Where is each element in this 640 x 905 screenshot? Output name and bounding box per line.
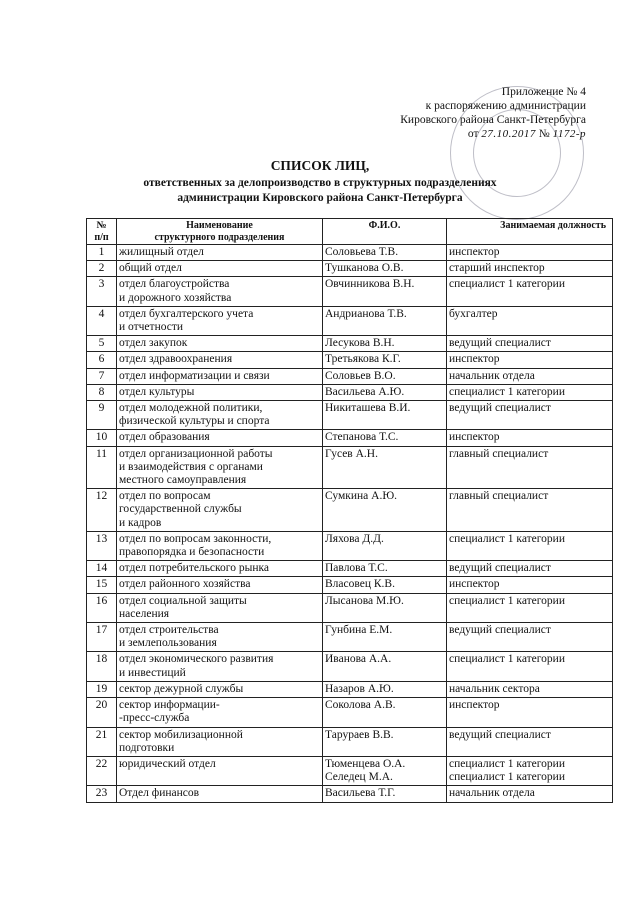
position-line: специалист 1 категории xyxy=(449,532,565,545)
position-line: старший инспектор xyxy=(449,262,545,275)
position-line: специалист 1 категории xyxy=(449,771,565,784)
department-line: местного самоуправления xyxy=(119,474,247,487)
full-name-line: Ляхова Д.Д. xyxy=(325,532,384,545)
row-number: 2 xyxy=(87,261,117,277)
department-line: Отдел финансов xyxy=(119,787,200,800)
position-line: начальник отдела xyxy=(449,369,535,382)
header-full-name: Ф.И.О. xyxy=(323,219,447,245)
position-cell xyxy=(447,245,613,261)
full-name-cell xyxy=(323,698,447,727)
table-row xyxy=(87,368,613,384)
position-cell xyxy=(447,531,613,560)
department-line: юридический отдел xyxy=(119,757,216,770)
full-name-cell xyxy=(323,368,447,384)
full-name-line: Соловьева Т.В. xyxy=(325,246,399,258)
full-name-cell xyxy=(323,306,447,335)
department-line: физической культуры и спорта xyxy=(119,415,270,428)
position-line: ведущий специалист xyxy=(449,728,551,741)
full-name-cell xyxy=(323,489,447,532)
department-line: государственной службы xyxy=(119,503,242,516)
department-cell xyxy=(117,652,323,681)
full-name-cell xyxy=(323,336,447,352)
row-number: 18 xyxy=(87,652,117,681)
row-number: 13 xyxy=(87,531,117,560)
position-line: ведущий специалист xyxy=(449,402,551,415)
department-cell xyxy=(117,446,323,489)
full-name-cell xyxy=(323,430,447,446)
position-line: начальник сектора xyxy=(449,682,540,695)
row-number: 15 xyxy=(87,577,117,593)
department-cell xyxy=(117,368,323,384)
department-line: правопорядка и безопасности xyxy=(119,546,265,559)
full-name-line: Селедец М.А. xyxy=(325,771,393,784)
department-line: сектор информации- xyxy=(119,699,220,712)
table-row xyxy=(87,489,613,532)
table-body xyxy=(87,245,613,803)
position-cell xyxy=(447,698,613,727)
department-line: жилищный отдел xyxy=(119,246,204,258)
position-cell xyxy=(447,786,613,802)
department-cell xyxy=(117,245,323,261)
department-cell xyxy=(117,756,323,785)
table-row xyxy=(87,384,613,400)
department-line: отдел строительства xyxy=(119,624,219,637)
row-number: 20 xyxy=(87,698,117,727)
department-line: отдел молодежной политики, xyxy=(119,402,263,415)
full-name-line: Никиташева В.И. xyxy=(325,402,411,415)
department-cell xyxy=(117,681,323,697)
full-name-cell xyxy=(323,727,447,756)
position-cell xyxy=(447,446,613,489)
position-line: главный специалист xyxy=(449,490,549,503)
department-cell xyxy=(117,561,323,577)
table-row xyxy=(87,245,613,261)
department-line: и инвестиций xyxy=(119,666,186,679)
full-name-line: Тушканова О.В. xyxy=(325,262,404,275)
full-name-cell xyxy=(323,531,447,560)
table-row xyxy=(87,577,613,593)
department-cell xyxy=(117,430,323,446)
row-number: 21 xyxy=(87,727,117,756)
full-name-cell xyxy=(323,577,447,593)
department-cell xyxy=(117,623,323,652)
table-row xyxy=(87,623,613,652)
header-department xyxy=(117,219,323,245)
full-name-line: Соколова А.В. xyxy=(325,699,396,712)
department-line: -пресс-служба xyxy=(119,712,190,725)
table-row xyxy=(87,593,613,622)
full-name-line: Степанова Т.С. xyxy=(325,431,399,444)
department-cell xyxy=(117,577,323,593)
header-department-line-1: Наименование xyxy=(186,220,253,231)
department-line: отдел экономического развития xyxy=(119,653,274,666)
position-cell xyxy=(447,384,613,400)
document-subtitle-2: администрации Кировского района Санкт-Петербурга xyxy=(177,192,463,204)
department-line: отдел благоустройства xyxy=(119,278,230,291)
full-name-cell xyxy=(323,446,447,489)
position-line: начальник отдела xyxy=(449,787,535,800)
full-name-line: Тюменцева О.А. xyxy=(325,757,406,770)
position-cell xyxy=(447,430,613,446)
table-row xyxy=(87,306,613,335)
full-name-line: Третьякова К.Г. xyxy=(325,353,401,366)
department-line: сектор дежурной службы xyxy=(119,682,244,695)
department-line: населения xyxy=(119,607,170,620)
department-cell xyxy=(117,384,323,400)
position-cell xyxy=(447,277,613,306)
table-row xyxy=(87,446,613,489)
position-cell xyxy=(447,593,613,622)
table-row xyxy=(87,352,613,368)
number-sign: № xyxy=(538,128,550,140)
department-line: сектор мобилизационной xyxy=(119,728,243,741)
row-number: 1 xyxy=(87,245,117,261)
full-name-cell xyxy=(323,245,447,261)
table-row xyxy=(87,277,613,306)
department-line: отдел по вопросам xyxy=(119,490,211,503)
full-name-line: Назаров А.Ю. xyxy=(325,682,394,695)
department-cell xyxy=(117,593,323,622)
row-number: 9 xyxy=(87,401,117,430)
department-line: общий отдел xyxy=(119,262,182,275)
department-line: отдел культуры xyxy=(119,385,195,398)
table-row xyxy=(87,401,613,430)
position-line: специалист 1 категории xyxy=(449,653,565,666)
appendix-header xyxy=(330,85,586,141)
position-line: ведущий специалист xyxy=(449,624,551,637)
full-name-cell xyxy=(323,561,447,577)
position-cell xyxy=(447,727,613,756)
full-name-cell xyxy=(323,277,447,306)
full-name-line: Гусев А.Н. xyxy=(325,447,378,460)
full-name-line: Васильева А.Ю. xyxy=(325,385,405,398)
date-prefix: от xyxy=(467,128,479,140)
department-cell xyxy=(117,336,323,352)
department-line: подготовки xyxy=(119,741,175,754)
appendix-line-1: Приложение № 4 xyxy=(501,86,586,98)
full-name-line: Васильева Т.Г. xyxy=(325,787,396,800)
position-cell xyxy=(447,681,613,697)
handwritten-date: 27.10.2017 xyxy=(481,128,536,140)
table-row xyxy=(87,786,613,802)
row-number: 16 xyxy=(87,593,117,622)
full-name-cell xyxy=(323,756,447,785)
row-number: 3 xyxy=(87,277,117,306)
appendix-line-4 xyxy=(330,127,586,141)
responsible-persons-table xyxy=(86,218,613,803)
department-line: отдел по вопросам законности, xyxy=(119,532,272,545)
full-name-line: Овчинникова В.Н. xyxy=(325,278,415,291)
department-cell xyxy=(117,698,323,727)
table-row xyxy=(87,756,613,785)
department-line: отдел закупок xyxy=(119,337,188,350)
position-line: специалист 1 категории xyxy=(449,594,565,607)
appendix-line-3: Кировского района Санкт-Петербурга xyxy=(400,114,586,126)
header-department-line-2: структурного подразделения xyxy=(154,231,285,243)
full-name-cell xyxy=(323,384,447,400)
full-name-cell xyxy=(323,593,447,622)
row-number: 8 xyxy=(87,384,117,400)
row-number: 14 xyxy=(87,561,117,577)
table-row xyxy=(87,336,613,352)
row-number: 23 xyxy=(87,786,117,802)
row-number: 19 xyxy=(87,681,117,697)
document-subtitle-1: ответственных за делопроизводство в структурных подразделениях xyxy=(143,177,497,189)
full-name-line: Гунбина Е.М. xyxy=(325,624,393,637)
position-cell xyxy=(447,352,613,368)
table-row xyxy=(87,698,613,727)
position-line: бухгалтер xyxy=(449,307,498,320)
table-row xyxy=(87,531,613,560)
full-name-cell xyxy=(323,786,447,802)
department-line: и кадров xyxy=(119,516,162,529)
position-line: инспектор xyxy=(449,578,500,591)
table-header-row xyxy=(87,219,613,245)
department-line: отдел районного хозяйства xyxy=(119,578,251,591)
position-cell xyxy=(447,306,613,335)
full-name-cell xyxy=(323,681,447,697)
position-line: ведущий специалист xyxy=(449,562,551,575)
position-line: специалист 1 категории xyxy=(449,385,565,398)
department-cell xyxy=(117,786,323,802)
department-line: отдел организационной работы xyxy=(119,447,273,460)
full-name-line: Власовец К.В. xyxy=(325,578,395,591)
header-position: Занимаемая должность xyxy=(447,219,613,245)
department-line: и отчетности xyxy=(119,321,184,334)
department-line: и землепользования xyxy=(119,637,217,650)
position-cell xyxy=(447,756,613,785)
full-name-cell xyxy=(323,401,447,430)
position-line: инспектор xyxy=(449,431,500,444)
department-line: отдел потребительского рынка xyxy=(119,562,269,575)
department-cell xyxy=(117,401,323,430)
position-line: инспектор xyxy=(449,353,500,366)
position-cell xyxy=(447,623,613,652)
table-row xyxy=(87,561,613,577)
position-cell xyxy=(447,652,613,681)
department-cell xyxy=(117,306,323,335)
department-cell xyxy=(117,489,323,532)
header-number-line-1: № xyxy=(96,220,107,231)
full-name-line: Иванова А.А. xyxy=(325,653,392,666)
position-cell xyxy=(447,561,613,577)
position-line: главный специалист xyxy=(449,447,549,460)
table-row xyxy=(87,261,613,277)
position-line: специалист 1 категории xyxy=(449,757,565,770)
position-line: инспектор xyxy=(449,699,500,712)
department-cell xyxy=(117,727,323,756)
row-number: 22 xyxy=(87,756,117,785)
full-name-cell xyxy=(323,652,447,681)
document-title: СПИСОК ЛИЦ, xyxy=(270,158,370,173)
department-line: отдел информатизации и связи xyxy=(119,369,270,382)
full-name-line: Сумкина А.Ю. xyxy=(325,490,398,503)
full-name-line: Лысанова М.Ю. xyxy=(325,594,404,607)
full-name-cell xyxy=(323,623,447,652)
position-cell xyxy=(447,401,613,430)
position-cell xyxy=(447,261,613,277)
department-line: отдел бухгалтерского учета xyxy=(119,307,254,320)
full-name-line: Соловьев В.О. xyxy=(325,369,396,382)
department-cell xyxy=(117,277,323,306)
table-row xyxy=(87,652,613,681)
department-cell xyxy=(117,261,323,277)
row-number: 7 xyxy=(87,368,117,384)
position-line: ведущий специалист xyxy=(449,337,551,350)
department-line: отдел образования xyxy=(119,431,210,444)
position-cell xyxy=(447,489,613,532)
table-row xyxy=(87,681,613,697)
row-number: 11 xyxy=(87,446,117,489)
table-row xyxy=(87,727,613,756)
full-name-line: Лесукова В.Н. xyxy=(325,337,395,350)
row-number: 10 xyxy=(87,430,117,446)
row-number: 17 xyxy=(87,623,117,652)
handwritten-number: 1172-р xyxy=(552,128,586,140)
position-cell xyxy=(447,336,613,352)
full-name-line: Тарураев В.В. xyxy=(325,728,394,741)
header-number-line-2: п/п xyxy=(94,231,109,243)
row-number: 12 xyxy=(87,489,117,532)
row-number: 6 xyxy=(87,352,117,368)
full-name-cell xyxy=(323,261,447,277)
position-cell xyxy=(447,368,613,384)
appendix-line-2: к распоряжению администрации xyxy=(425,100,586,112)
table-row xyxy=(87,430,613,446)
row-number: 5 xyxy=(87,336,117,352)
department-line: отдел здравоохранения xyxy=(119,353,233,366)
department-line: отдел социальной защиты xyxy=(119,594,247,607)
department-line: и дорожного хозяйства xyxy=(119,291,232,304)
full-name-line: Андрианова Т.В. xyxy=(325,307,407,320)
department-line: и взаимодействия с органами xyxy=(119,460,263,473)
header-number xyxy=(87,219,117,245)
full-name-cell xyxy=(323,352,447,368)
position-line: специалист 1 категории xyxy=(449,278,565,291)
position-cell xyxy=(447,577,613,593)
full-name-line: Павлова Т.С. xyxy=(325,562,388,575)
department-cell xyxy=(117,352,323,368)
position-line: инспектор xyxy=(449,246,500,258)
department-cell xyxy=(117,531,323,560)
row-number: 4 xyxy=(87,306,117,335)
